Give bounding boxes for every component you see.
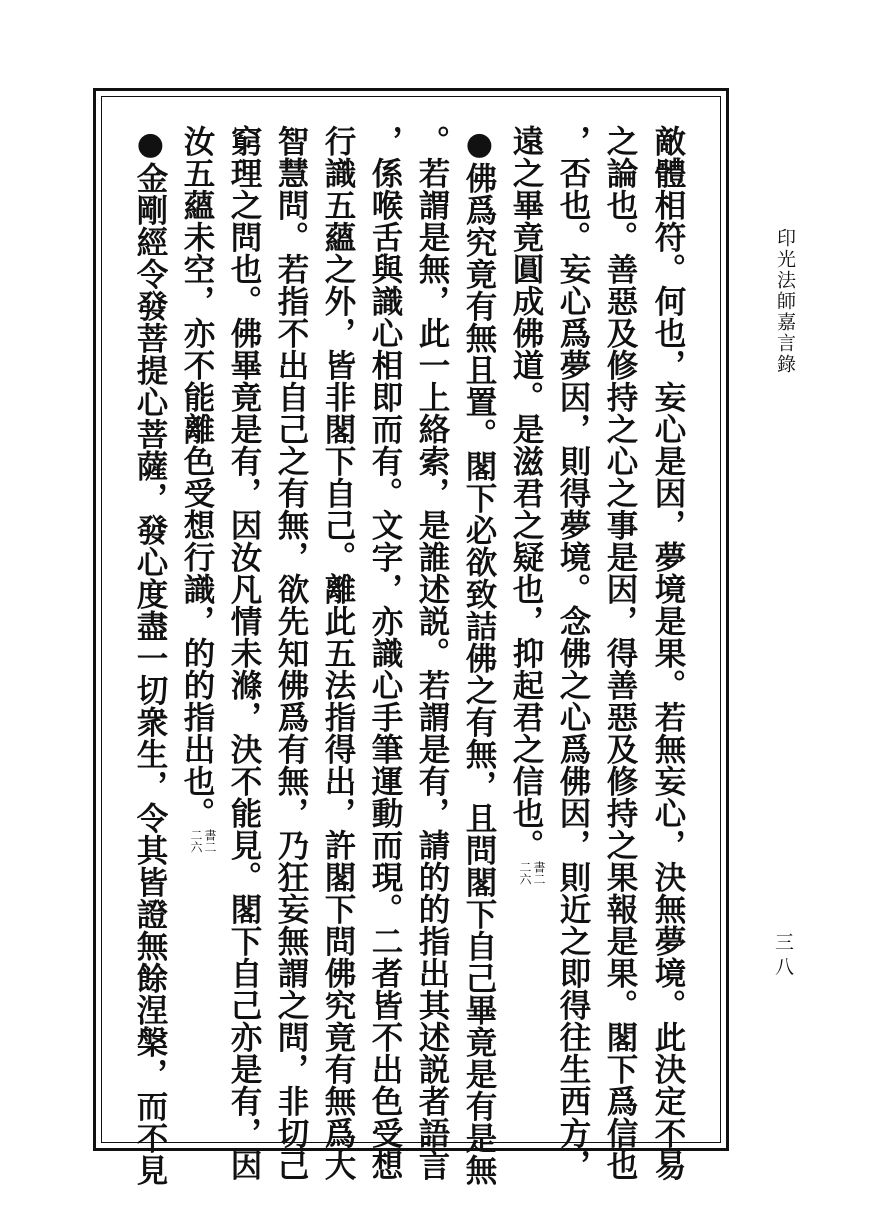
book-title: 印光法師嘉言錄 xyxy=(774,228,796,375)
text-column-5: ●佛爲究竟有無且置。閣下必欲致詰佛之有無，且問閣下自己畢竟是有是無 xyxy=(461,125,498,1186)
text-column-6: 。若謂是無，此一上絡索，是誰述説。若謂是有，請的的指出其述説者語言 xyxy=(414,125,451,1181)
text-column-3: ，否也。妄心爲夢因，則得夢境。念佛之心爲佛因，則近之即得往生西方， xyxy=(555,125,592,1181)
text-column-4: 遠之畢竟圓成佛道。是滋君之疑也，抑起君之信也。 書二 二六 xyxy=(508,125,546,885)
citation-note: 書二 二六 xyxy=(518,861,546,885)
bullet-icon: ● xyxy=(132,125,169,162)
citation-note: 書二 二六 xyxy=(189,829,217,853)
text-column-12: ●金剛經令發菩提心菩薩，發心度盡一切衆生，令其皆證無餘涅槃，而不見 xyxy=(132,125,169,1186)
text-column-8: 行識五蘊之外，皆非閣下自己。離此五法指得出，許閣下問佛究竟有無爲大 xyxy=(320,125,357,1181)
text-column-11: 汝五蘊未空，亦不能離色受想行識，的的指出也。 書二 二六 xyxy=(179,125,217,853)
bullet-icon: ● xyxy=(461,125,498,162)
text-column-9: 智慧問。若指不出自己之有無，欲先知佛爲有無，乃狂妄無謂之問，非切己 xyxy=(273,125,310,1181)
text-column-2: 之論也。善惡及修持之心之事是因，得善惡及修持之果報是果。閣下爲信也 xyxy=(602,125,639,1181)
text-column-1: 敵體相符。何也，妄心是因，夢境是果。若無妄心，決無夢境。此決定不易 xyxy=(650,125,687,1181)
text-column-10: 窮理之問也。佛畢竟是有，因汝凡情未滌，決不能見。閣下自己亦是有，因 xyxy=(226,125,263,1181)
page-number: 三八 xyxy=(772,932,794,982)
text-column-7: ，係喉舌與識心相即而有。文字，亦識心手筆運動而現。二者皆不出色受想 xyxy=(367,125,404,1181)
